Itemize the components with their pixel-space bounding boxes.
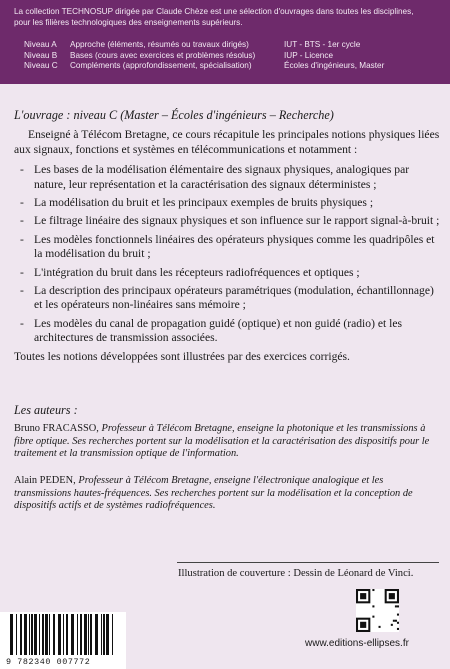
level-row	[24, 51, 444, 62]
level-name: Niveau B	[24, 50, 58, 60]
level-row	[24, 61, 444, 72]
author-description: Professeur à Télécom Bretagne, enseigne l'électronique analogique et les transmissions hautes-fréquences. Ses recherches portent sur la modélisation et la conception de dispositifs actifs et de systèmes radiofréquences.	[14, 475, 413, 512]
divider	[177, 562, 439, 563]
list-item: - La modélisation du bruit et les principaux exemples de bruits physiques ;	[20, 196, 374, 210]
level-row	[24, 40, 444, 51]
list-item-text: Les modèles du canal de propagation guidé (optique) et non guidé (radio) et les architectures de transmission associées.	[34, 316, 402, 345]
author-bio	[14, 475, 440, 513]
authors-heading: Les auteurs :	[14, 403, 78, 417]
level-description: Compléments (approfondissement, spécialisation)	[70, 61, 252, 71]
book-closing: Toutes les notions développées sont illustrées par des exercices corrigés.	[14, 349, 350, 363]
book-label: L'ouvrage :	[14, 108, 71, 122]
book-heading	[14, 108, 440, 122]
levels-table	[24, 40, 444, 72]
author-bio	[14, 423, 440, 461]
list-item-text: La modélisation du bruit et les principaux exemples de bruits physiques ;	[34, 196, 374, 210]
list-item: - Les modèles du canal de propagation guidé (optique) et non guidé (radio) et les architectures de transmission associées.	[20, 316, 402, 345]
barcode	[0, 612, 126, 669]
level-target: Écoles d'ingénieurs, Master	[284, 61, 385, 71]
collection-intro	[14, 7, 444, 28]
qr-code-icon	[356, 589, 399, 632]
cover-credit: Illustration de couverture : Dessin de Léonard de Vinci.	[178, 568, 414, 579]
list-item-text: L'intégration du bruit dans les récepteurs radiofréquences et optiques ;	[34, 265, 360, 279]
book-level: niveau C (Master – Écoles d'ingénieurs – Recherche)	[73, 108, 334, 122]
collection-band	[0, 0, 450, 84]
isbn-number: 9 782340 007772	[6, 657, 91, 667]
book-description	[14, 108, 440, 364]
barcode-bars	[8, 614, 120, 656]
level-target: IUT - BTS - 1er cycle	[284, 40, 361, 49]
list-item-text: Les bases de la modélisation élémentaire des signaux physiques, analogiques par nature, leur représentation et la caractérisation des signaux déterministes ;	[34, 163, 410, 191]
list-item-text: Les modèles fonctionnels linéaires des opérateurs physiques comme les quadripôles et la modélisation du bruit ;	[34, 232, 435, 261]
list-item: - La description des principaux opérateurs paramétriques (modulation, échantillonnage) et les opérateurs non-linéaires sans mémoire ;	[20, 284, 434, 312]
level-description: Approche (éléments, résumés ou travaux dirigés)	[70, 40, 249, 49]
publisher-website: www.editions-ellipses.fr	[305, 638, 409, 649]
book-intro: Enseigné à Télécom Bretagne, ce cours récapitule les principales notions physiques liées aux signaux, fonctions et systèmes en télécommunications et notamment :	[14, 128, 440, 156]
author-name: Alain PEDEN,	[14, 475, 76, 486]
level-target: IUP - Licence	[284, 50, 333, 60]
list-item-text: La description des principaux opérateurs paramétriques (modulation, échantillonnage) et les opérateurs non-linéaires sans mémoire ;	[34, 284, 434, 312]
list-item: - L'intégration du bruit dans les récepteurs radiofréquences et optiques ;	[20, 265, 360, 279]
level-name: Niveau C	[24, 61, 58, 71]
collection-intro-line: La collection TECHNOSUP dirigée par Claude Chèze est une sélection d'ouvrages dans toutes les disciplines,	[14, 7, 414, 16]
level-name: Niveau A	[24, 40, 57, 49]
list-item: - Les bases de la modélisation élémentaire des signaux physiques, analogiques par nature, leur représentation et la caractérisation des signaux déterministes ;	[20, 163, 410, 191]
topics-list	[14, 163, 440, 345]
list-item-text: Le filtrage linéaire des signaux physiques et son influence sur le rapport signal-à-bruit ;	[34, 214, 440, 228]
author-name: Bruno FRACASSO,	[14, 423, 99, 434]
level-description: Bases (cours avec exercices et problèmes résolus)	[70, 50, 256, 60]
list-item: - Les modèles fonctionnels linéaires des opérateurs physiques comme les quadripôles et la modélisation du bruit ;	[20, 232, 435, 261]
collection-intro-line: pour les filières technologiques des enseignements supérieurs.	[14, 17, 243, 27]
list-item: - Le filtrage linéaire des signaux physiques et son influence sur le rapport signal-à-bruit ;	[20, 214, 440, 228]
author-description: Professeur à Télécom Bretagne, enseigne la photonique et les transmissions à fibre optique. Ses recherches portent sur la modélisation et la caractérisation des dispositifs pour le traitement et la transmission optique de l'information.	[14, 423, 430, 460]
